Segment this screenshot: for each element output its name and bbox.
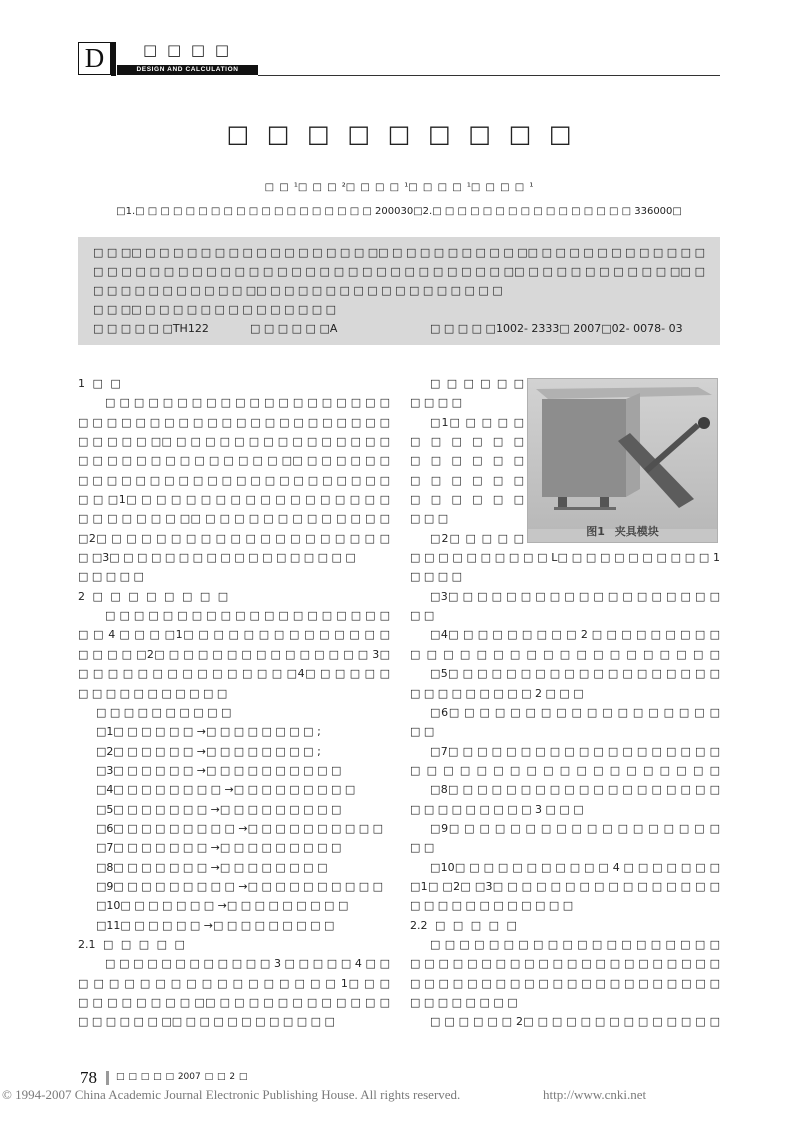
abstract-box [78,237,720,345]
logo-divider [111,42,116,76]
body-line: □ □ □ □ □ □ □ □ □ □ □ □ 3 □ □ □ □ □ 4 □ □ [105,957,390,971]
abstract-line: □ □ □□ □ □ □ □ □ □ □ □ □ □ □ □ □ □ □ □ □□ □ □ □ □ □ □ □ □ □ □□ □ □ □ □ □ □ □ □ □ □ □ □ [93,246,705,259]
body-line: □1□ □ □ □ □ [430,415,524,429]
section-heading: 2 □ □ □ □ □ □ □ □ [78,589,229,603]
body-line: □4□ □ □ □ □ □ □ □ □ 2 □ □ □ □ □ □ □ □ □ [430,628,720,642]
section-logo: D [78,42,111,75]
body-line: □ □ □ □ □ □ □ □ □ □ □ □ □ □ □ □ □ □ □ [410,763,720,777]
classification-number: □ □ □ □ □ □TH122 [93,322,209,335]
body-line: □ □ □ □ [410,396,463,410]
body-line: □ □ [410,841,435,855]
body-line: □ □ □ □ □ □ □ □ □ 2 □ □ □ [410,686,584,700]
body-line: □ □ □ □ □ □ □ □ □ □ [96,705,232,719]
journal-issue: □ □ □ □ □ 2007 □ □ 2 □ [116,1072,248,1082]
fixture-base [554,507,616,510]
article-title: □ □ □ □ □ □ □ □ □ [226,120,572,148]
body-line: □5□ □ □ □ □ □ □ □ □ □ □ □ □ □ □ □ □ □ □ [430,667,720,681]
section-subtitle: DESIGN AND CALCULATION [117,65,258,75]
body-line: □ □3□ □ □ □ □ □ □ □ □ □ □ □ □ □ □ □ □ □ [78,551,356,565]
abstract-line: □ □ □ □ □ □ □ □ □ □ □ □□ □ □ □ □ □ □ □ □ □ □ □ □ □ □ □ □ □ [93,284,503,297]
document-code: □ □ □ □ □ □A [250,322,338,335]
body-line: □ □ □ □ □ □ □ □ □ □ □ □ □ □ □□ □ □ □ □ □ □ [78,454,390,468]
body-line: □10□ □ □ □ □ □ □ □ □ □ □ 4 □ □ □ □ □ □ □ [430,860,720,874]
fixture-knob [698,417,710,429]
cnki-link[interactable]: http://www.cnki.net [543,1087,647,1102]
body-line: □ □ □ □ □ □ □ □ □ □ □ □ □ □ □4□ □ □ □ □ □ [78,667,390,681]
body-line: □ □ □ [410,512,449,526]
page-number: 78 [80,1068,97,1087]
figure-1 [527,378,718,543]
body-line: □9□ □ □ □ □ □ □ □ □ →□ □ □ □ □ □ □ □ □ □ [96,879,384,893]
body-line: □ □ □ □ □ □ □ □ □ 3 □ □ □ [410,802,584,816]
body-line: □ □ □ □ □ □ □ □ □ □ □ [78,686,228,700]
body-line: □9□ □ □ □ □ □ □ □ □ □ □ □ □ □ □ □ □ □ [430,821,720,835]
body-line: □ □ □ □ □ □ □ □ □ □ □ □ □ □ □ □ □ □ □ □ □ □ [410,976,720,990]
fixture-block-front [542,399,626,497]
body-line: □ □ □ □ □ □□ □ □ □ □ □ □ □ □ □ □ □ □ □ □ □ [78,435,390,449]
body-line: □ □ □ □ □ □ □ □ [410,996,518,1009]
body-line: □10□ □ □ □ □ □ □ →□ □ □ □ □ □ □ □ □ [96,899,349,913]
body-line: □ □ □ □ □ □ □ □ □ □ □ □ □ □ □ □ □ 1□ □ □ [78,976,390,990]
body-line: □ □ □ □ [410,570,463,584]
body-line: □ □ □ □ □ □ [410,473,524,487]
body-line: □ □ □ □ □ □ □ □ □ □ □ □ □ □ □ □ □ □ □ [410,647,720,661]
article-id: □ □ □ □ □1002- 2333□ 2007□02- 0078- 03 [430,322,683,335]
body-line: □ □ □ □ □ □ 2□ □ □ □ □ □ □ □ □ □ □ □ □ □ [430,1015,720,1029]
body-line: □ □ □ □ □ □ □□ □ □ □ □ □ □ □ □ □ □ □ [78,1015,335,1029]
body-line: □ □ 4 □ □ □ □1□ □ □ □ □ □ □ □ □ □ □ □ □ □ [78,628,390,642]
body-line: □2□ □ □ □ □ □ →□ □ □ □ □ □ □ □ ; [96,744,321,758]
body-line: □3□ □ □ □ □ □ □ □ □ □ □ □ □ □ □ □ □ □ □ [430,589,720,603]
body-line: □ □ □ □ □ □ [430,377,524,390]
author-affiliation: □1.□ □ □ □ □ □ □ □ □ □ □ □ □ □ □ □ □ □ □ 200030□2.□ □ □ □ □ □ □ □ □ □ □ □ □ □ □ □ 336000□ [116,206,682,217]
body-line: □ □ □ □ □ □ □ □□ □ □ □ □ □ □ □ □ □ □ □ □ □ [78,512,390,526]
body-line: □ □ □ □ □ □ □ □ □ □ □ □ □ □ □ □ □ □ □ □ □ □ [78,415,390,429]
body-line: □7□ □ □ □ □ □ □ □ □ □ □ □ □ □ □ □ □ □ □ [430,744,720,758]
section-heading: 2.1 □ □ □ □ □ [78,937,185,951]
figure-caption: 图1 夹具模块 [586,525,659,538]
fixture-module-image [528,379,717,529]
body-line: □ □ □ □ □ □ □ □ □ □ □ □ □ □ □ □ □ □ □ □ [430,937,720,951]
body-line: □ □ [410,725,435,739]
body-line: □ □ □ □ □ □ [410,454,524,468]
keywords: □ □ □□ □ □ □ □ □ □ □ □ □ □ □ □ □ □ [93,303,337,316]
body-line: □2□ □ □ □ □ □ □ □ □ □ □ □ □ □ □ □ □ □ □ □ [78,531,390,545]
copyright-notice: © 1994-2007 China Academic Journal Electronic Publishing House. All rights reserved. [2,1087,461,1102]
body-line: □8□ □ □ □ □ □ □ →□ □ □ □ □ □ □ □ [96,860,328,874]
body-line: □4□ □ □ □ □ □ □ □ →□ □ □ □ □ □ □ □ □ [96,783,356,797]
body-line: □ □ □ □ □ □ □ □ □ □ □ □ □ □ □ □ □ □ □ □ □ □ [78,473,390,487]
body-line: □5□ □ □ □ □ □ □ →□ □ □ □ □ □ □ □ □ [96,802,342,816]
body-line: □ □ [410,609,435,623]
body-line: □3□ □ □ □ □ □ →□ □ □ □ □ □ □ □ □ □ [96,763,342,777]
body-line: □ □ □ □ □ □ [410,493,524,507]
body-line: □ □ □ □ □ □ □ □ □ □ □ □ □ □ □ □ □ □ □ □ [105,609,390,623]
body-line: □6□ □ □ □ □ □ □ □ □ □ □ □ □ □ □ □ □ □ [430,705,720,719]
article-authors: □ □ ¹□ □ □ ²□ □ □ □ ¹□ □ □ □ ¹□ □ □ □ ¹ [264,182,534,193]
header-rule [258,75,720,76]
section-heading: 1 □ □ [78,377,121,390]
abstract-line: □ □ □ □ □ □ □ □ □ □ □ □ □ □ □ □ □ □ □ □ □ □ □ □ □ □ □ □ □ □□ □ □ □ □ □ □ □ □ □ □ □□ □ [93,265,705,278]
section-heading: 2.2 □ □ □ □ □ [410,918,517,932]
body-column-left [78,374,390,1044]
body-line: □ □ □ □ □ □ □ □ □ □ □ □ □ □ □ □ □ □ □ □ [105,396,390,410]
body-line: □ □ □ □ □ □ [410,435,524,449]
body-line: □ □ □1□ □ □ □ □ □ □ □ □ □ □ □ □ □ □ □ □ □ [78,493,390,507]
section-title: □ □ □ □ [143,41,230,59]
body-line: □ □ □ □ □2□ □ □ □ □ □ □ □ □ □ □ □ □ □ □ 3□ [78,647,390,661]
body-line: □ □ □ □ □ [78,570,144,584]
body-line: □ □ □ □ □ □ □ □ □ □ □ □ □ □ □ □ □ □ □ □ □ □ [410,957,720,971]
body-line: □2□ □ □ □ □ [430,531,524,545]
body-line: □11□ □ □ □ □ □ →□ □ □ □ □ □ □ □ □ [96,918,335,932]
body-line: □ □ □ □ □ □ □ □ □□ □ □ □ □ □ □ □ □ □ □ □ □ [78,996,390,1009]
body-line: □6□ □ □ □ □ □ □ □ □ →□ □ □ □ □ □ □ □ □ □ [96,821,384,835]
body-line: □1□ □2□ □3□ □ □ □ □ □ □ □ □ □ □ □ □ □ □ □ [410,879,720,893]
body-line: □8□ □ □ □ □ □ □ □ □ □ □ □ □ □ □ □ □ □ □ [430,783,720,797]
body-line: □1□ □ □ □ □ □ →□ □ □ □ □ □ □ □ ; [96,725,321,739]
body-line: □ □ □ □ □ □ □ □ □ □ L□ □ □ □ □ □ □ □ □ □ □ 1 [410,551,720,565]
footer-divider [106,1071,109,1085]
body-line: □7□ □ □ □ □ □ □ →□ □ □ □ □ □ □ □ □ [96,841,342,855]
body-line: □ □ □ □ □ □ □ □ □ □ □ □ [410,899,574,913]
